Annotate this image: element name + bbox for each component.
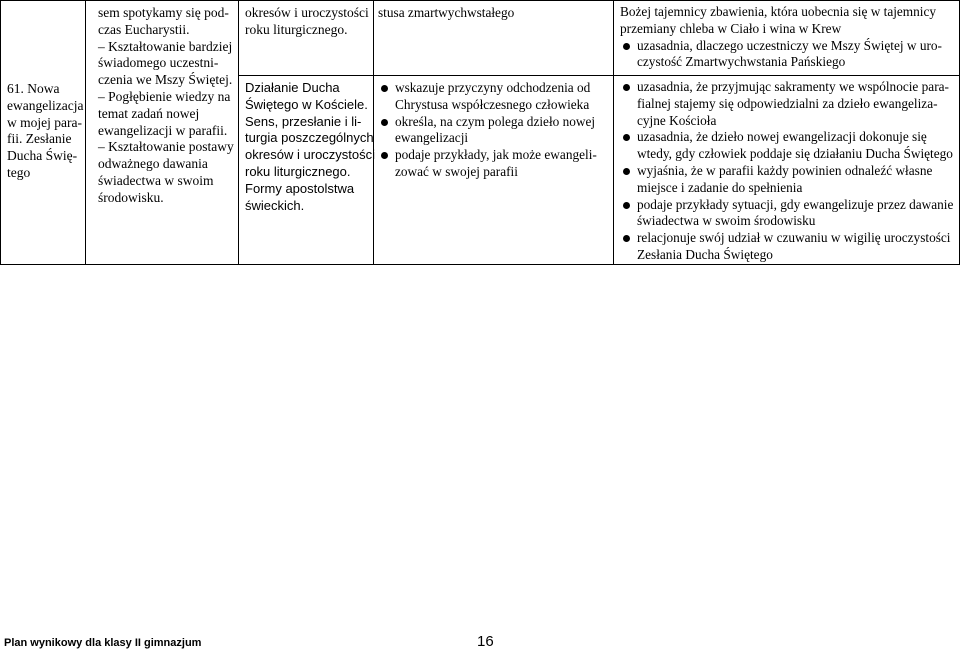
- content-cell: [86, 1, 239, 265]
- basic-requirements-list: [374, 76, 613, 181]
- list-item: relacjonuje swój udział w czuwaniu w wigilię uroczystości: [620, 230, 959, 247]
- list-item: uzasadnia, dlaczego uczestniczy we Mszy Świętej w uro-: [620, 38, 959, 55]
- list-item: Chrystusa współczesnego człowieka: [395, 96, 590, 112]
- list-item: podaje przykłady sytuacji, gdy ewangelizuje przez dawanie: [620, 197, 959, 214]
- basic-requirements-cell-bottom: [374, 76, 614, 265]
- list-item: wskazuje przyczyny odchodzenia od: [378, 80, 613, 97]
- list-item: Bożej tajemnicy zbawienia, która uobecnia się w tajemnicy: [620, 4, 937, 19]
- list-item: uzasadnia, że dzieło nowej ewangelizacji dokonuje się: [620, 129, 959, 146]
- extended-requirements-list: [614, 76, 959, 264]
- list-item: przemiany chleba w Ciało i wina w Krew: [620, 20, 842, 36]
- liturgy-cell-top: [239, 1, 374, 76]
- curriculum-table: [0, 0, 960, 265]
- basic-requirements-top: stusa zmartwychwstałego: [378, 5, 515, 20]
- lesson-title-cell: [1, 1, 86, 265]
- extended-requirements-top: [614, 1, 959, 71]
- page-number: 16: [477, 633, 494, 650]
- list-item: wtedy, gdy człowiek poddaje się działaniu Ducha Świętego: [637, 146, 953, 162]
- list-item: określa, na czym polega dzieło nowej: [378, 114, 613, 131]
- liturgy-text-top: okresów i uroczystości roku liturgicznego.: [245, 5, 369, 37]
- extended-requirements-cell-bottom: [614, 76, 960, 265]
- list-item: fialnej stajemy się odpowiedzialni za dzieło ewangeliza-: [637, 95, 938, 111]
- list-item: miejsce i zadanie do spełnienia: [637, 179, 803, 195]
- list-item: Zesłania Ducha Świętego: [637, 246, 773, 262]
- liturgy-text-bottom: Działanie Ducha Świętego w Kościele. Sens, przesłanie i li- turgia poszczególnych okresów i uroczystości roku liturgicznego. Formy apostolstwa świeckich.: [245, 80, 376, 213]
- list-item: podaje przykłady, jak może ewangeli-: [378, 147, 613, 164]
- basic-requirements-cell-top: [374, 1, 614, 76]
- list-item: cyjne Kościoła: [637, 112, 717, 128]
- list-item: wyjaśnia, że w parafii każdy powinien odnaleźć własne: [620, 163, 959, 180]
- footer-title: Plan wynikowy dla klasy II gimnazjum: [4, 637, 202, 649]
- list-item: zować w swojej parafii: [395, 163, 518, 179]
- content-text: sem spotykamy się pod- czas Eucharystii. – Kształtowanie bardziej świadomego uczestni- czenia we Mszy Świętej. – Pogłębienie wiedzy na temat zadań nowej ewangelizacji w parafii. – Kształtowanie postawy odważnego dawania świadectwa w swoim środowisku.: [98, 5, 234, 205]
- extended-requirements-cell-top: [614, 1, 960, 76]
- lesson-title: 61. Nowa ewangelizacja w mojej para- fii. Zesłanie Ducha Świę- tego: [7, 81, 84, 180]
- list-item: ewangelizacji: [395, 130, 469, 146]
- list-item: uzasadnia, że przyjmując sakramenty we wspólnocie para-: [620, 79, 959, 96]
- list-item: świadectwa w swoim środowisku: [637, 213, 816, 229]
- list-item: czystość Zmartwychwstania Pańskiego: [637, 54, 846, 70]
- table-row: [1, 1, 960, 76]
- liturgy-cell-bottom: [239, 76, 374, 265]
